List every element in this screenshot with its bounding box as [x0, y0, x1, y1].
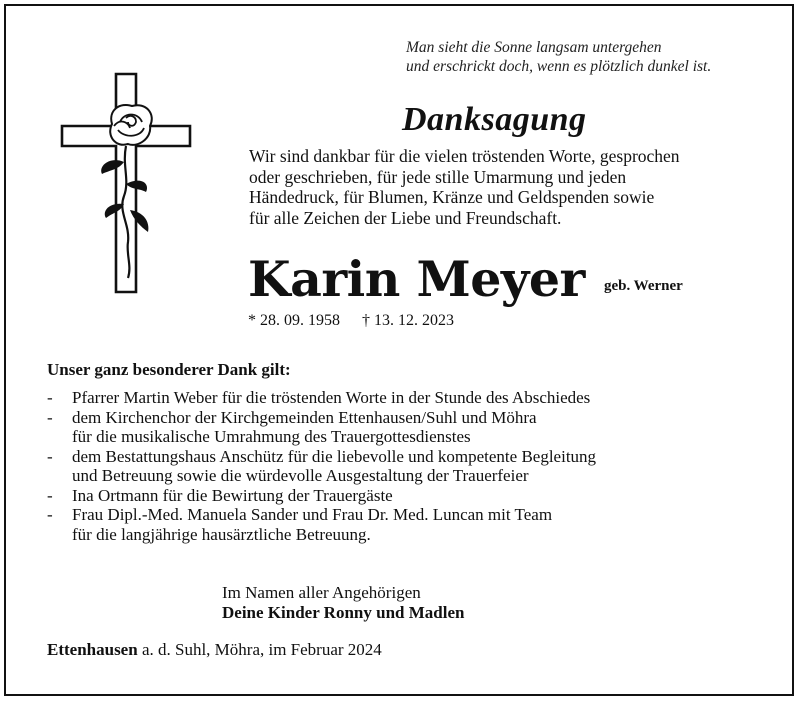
poem-quote — [406, 38, 711, 76]
place-date — [47, 640, 382, 660]
poem-line: Man sieht die Sonne langsam untergehen — [406, 39, 662, 56]
deceased-name-row — [248, 250, 683, 308]
list-line: und Betreuung sowie die würdevolle Ausgestaltung der Trauerfeier — [72, 466, 529, 485]
thanks-line: Wir sind dankbar für die vielen tröstenden Worte, gesprochen — [249, 146, 680, 166]
signoff-line: Im Namen aller Angehörigen — [222, 583, 421, 602]
list-dash: - — [47, 446, 53, 466]
list-line: Ina Ortmann für die Bewirtung der Trauergäste — [72, 485, 393, 505]
thanks-list — [47, 388, 767, 544]
thanks-line: oder geschrieben, für jede stille Umarmung und jeden — [249, 166, 627, 187]
poem-line: und erschrickt doch, wenn es plötzlich dunkel ist. — [406, 58, 712, 75]
list-dash: - — [47, 388, 53, 407]
thanks-paragraph — [249, 146, 769, 228]
life-dates — [248, 312, 454, 330]
list-line: für die musikalische Umrahmung des Trauergottesdienstes — [72, 427, 471, 446]
list-line: dem Bestattungshaus Anschütz für die liebevolle und kompetente Begleitung — [72, 446, 597, 466]
birth-date: * 28. 09. 1958 — [248, 312, 340, 329]
list-item — [47, 408, 767, 447]
list-dash: - — [47, 485, 53, 505]
maiden-name: geb. Werner — [603, 278, 683, 294]
list-item — [47, 505, 767, 544]
list-dash: - — [47, 407, 53, 427]
list-line: Frau Dipl.-Med. Manuela Sander und Frau Dr. Med. Luncan mit Team — [72, 505, 553, 524]
thanks-line: Händedruck, für Blumen, Kränze und Geldspenden sowie — [249, 187, 655, 207]
notice-heading: Danksagung — [402, 101, 587, 138]
place-rest: a. d. Suhl, Möhra, im Februar 2024 — [137, 640, 382, 659]
list-line: dem Kirchenchor der Kirchgemeinden Ettenhausen/Suhl und Möhra — [72, 407, 537, 427]
list-line: Pfarrer Martin Weber für die tröstenden Worte in der Stunde des Abschiedes — [72, 388, 591, 407]
special-thanks-heading: Unser ganz besonderer Dank gilt: — [47, 360, 291, 379]
signoff — [222, 583, 464, 623]
list-item — [47, 388, 767, 408]
list-item — [47, 447, 767, 486]
death-date: † 13. 12. 2023 — [362, 312, 454, 329]
list-line: für die langjährige hausärztliche Betreuung. — [72, 524, 371, 544]
deceased-name: Karin Meyer — [248, 250, 585, 308]
thanks-line: für alle Zeichen der Liebe und Freundschaft. — [249, 207, 562, 228]
list-dash: - — [47, 505, 53, 524]
list-item — [47, 486, 767, 506]
cross-with-rose-icon — [58, 66, 198, 296]
signoff-names: Deine Kinder Ronny und Madlen — [222, 603, 465, 622]
place-name: Ettenhausen — [47, 640, 138, 659]
